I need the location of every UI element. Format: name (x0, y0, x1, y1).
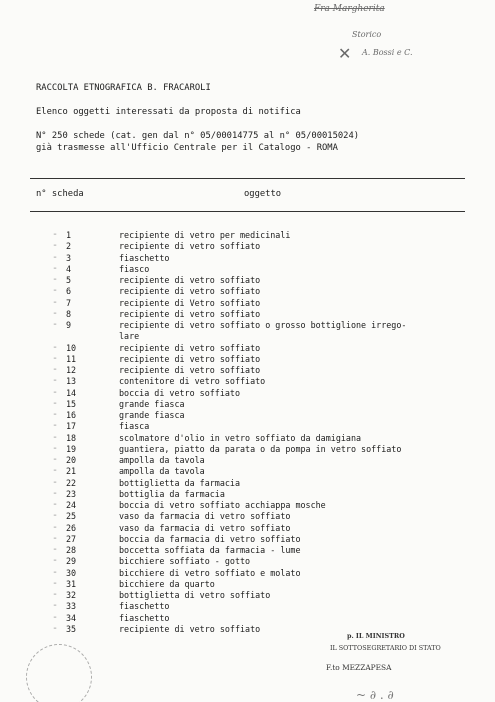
item-number: 30 (66, 567, 77, 578)
item-object: bottiglietta di vetro soffiato (119, 590, 271, 600)
item-object: ampolla da tavola (119, 455, 205, 465)
check-mark-icon: - (52, 589, 59, 600)
item-number: 24 (66, 500, 77, 510)
check-mark-icon: - (52, 296, 59, 308)
item-object: recipiente di Vetro soffiato (119, 297, 261, 308)
list-item (0, 466, 495, 477)
list-item (0, 264, 495, 275)
item-number: 4 (66, 263, 72, 274)
item-object: boccia da farmacia di vetro soffiato (119, 533, 301, 544)
item-object: vaso da farmacia di vetro soffiato (119, 522, 291, 533)
item-object: boccia di vetro soffiato (119, 387, 241, 398)
document-subtitle: Elenco oggetti interessati da proposta di notifica (36, 107, 301, 117)
item-number: 19 (66, 443, 77, 454)
list-item (0, 331, 495, 342)
item-number: 9 (66, 320, 72, 330)
check-mark-icon: - (52, 544, 59, 555)
check-mark-icon: - (52, 566, 59, 578)
transmission-note: già trasmesse all'Ufficio Centrale per il Catalogo - ROMA (36, 143, 338, 153)
column-header-object: oggetto (244, 189, 282, 199)
item-number: 31 (66, 578, 77, 589)
check-mark-icon: - (52, 341, 59, 353)
check-mark-icon: - (52, 510, 59, 522)
item-object: vaso da farmacia di vetro soffiato (119, 511, 291, 522)
check-mark-icon: - (52, 555, 59, 567)
check-mark-icon: - (52, 352, 59, 364)
item-number: 5 (66, 275, 72, 285)
check-mark-icon: - (52, 600, 59, 612)
check-mark-icon: - (52, 251, 59, 263)
list-item (0, 410, 495, 421)
item-number: 17 (66, 421, 77, 432)
item-number: 29 (66, 556, 77, 567)
item-number: 27 (66, 533, 77, 544)
list-item (0, 286, 495, 297)
item-object: fiasca (119, 421, 150, 432)
list-item (0, 478, 495, 489)
item-object: ampolla da tavola (119, 466, 205, 477)
item-object: boccetta soffiata da farmacia - lume (119, 545, 301, 555)
item-number: 13 (66, 376, 77, 387)
list-item (0, 399, 495, 410)
check-mark-icon: - (52, 465, 59, 477)
list-item (0, 511, 495, 522)
item-number: 7 (66, 297, 72, 308)
list-item (0, 545, 495, 556)
item-object: fiaschetto (119, 601, 170, 612)
check-mark-icon: - (52, 442, 59, 454)
divider-top (30, 178, 465, 179)
check-mark-icon: - (52, 307, 59, 319)
list-item (0, 613, 495, 624)
item-object: recipiente di vetro soffiato (119, 353, 261, 364)
item-number: 11 (66, 353, 77, 364)
item-number: 28 (66, 545, 77, 555)
check-mark-icon: - (52, 397, 59, 409)
item-object: scolmatore d'olio in vetro soffiato da damigiana (119, 432, 362, 443)
check-mark-icon: - (52, 499, 59, 510)
item-number: 26 (66, 522, 77, 533)
check-mark-icon: - (52, 487, 59, 499)
item-object: recipiente di vetro per medicinali (119, 230, 291, 240)
item-number: 23 (66, 488, 77, 499)
check-mark-icon: - (52, 611, 59, 623)
check-mark-icon: - (52, 577, 59, 589)
handwritten-note: Storico (352, 30, 382, 39)
item-object: bicchiere da quarto (119, 578, 215, 589)
list-item (0, 298, 495, 309)
item-object: recipiente di vetro soffiato (119, 342, 261, 353)
check-mark-icon: - (52, 285, 59, 297)
item-object: boccia di vetro soffiato acchiappa mosche (119, 500, 326, 510)
item-number: 3 (66, 252, 72, 263)
item-object: bicchiere di vetro soffiato e molato (119, 567, 301, 578)
item-object: grande fiasca (119, 398, 185, 409)
list-item (0, 455, 495, 466)
check-mark-icon: - (52, 476, 59, 488)
list-item (0, 433, 495, 444)
check-mark-icon: - (52, 420, 59, 432)
list-item (0, 320, 495, 331)
item-number: 12 (66, 365, 77, 375)
item-number: 25 (66, 511, 77, 522)
list-item (0, 354, 495, 365)
item-number: 35 (66, 623, 77, 634)
list-item (0, 556, 495, 567)
check-mark-icon: - (52, 386, 59, 398)
item-number: 10 (66, 342, 77, 353)
list-item (0, 601, 495, 612)
list-item (0, 376, 495, 387)
item-object: bottiglia da farmacia (119, 488, 225, 499)
item-number: 8 (66, 308, 72, 319)
item-number: 32 (66, 590, 77, 600)
list-item (0, 444, 495, 455)
item-object: recipiente di vetro soffiato (119, 623, 261, 634)
handwritten-signature: ~ ∂ . ∂ (356, 688, 394, 702)
stamp-signature: F.to MEZZAPESA (326, 663, 392, 672)
item-object: recipiente di vetro soffiato (119, 241, 261, 252)
list-item (0, 365, 495, 376)
item-object: fiaschetto (119, 252, 170, 263)
item-number: 1 (66, 230, 72, 240)
cross-mark-icon: ✕ (338, 44, 352, 63)
check-mark-icon: - (52, 454, 59, 465)
list-item (0, 579, 495, 590)
item-number: 6 (66, 286, 72, 297)
stamp-minister: p. IL MINISTRO (347, 632, 405, 640)
list-item (0, 343, 495, 354)
check-mark-icon: - (52, 274, 59, 285)
list-item (0, 534, 495, 545)
item-object: recipiente di vetro soffiato (119, 308, 261, 319)
list-item (0, 309, 495, 320)
list-item (0, 500, 495, 511)
list-item (0, 590, 495, 601)
item-object: lare (119, 331, 140, 342)
check-mark-icon: - (52, 409, 59, 420)
item-number: 2 (66, 241, 72, 252)
check-mark-icon: - (52, 431, 59, 443)
item-object: bottiglietta da farmacia (119, 477, 241, 488)
check-mark-icon: - (52, 240, 59, 252)
check-mark-icon: - (52, 375, 59, 387)
item-number: 14 (66, 387, 77, 398)
item-number: 22 (66, 477, 77, 488)
records-range: N° 250 schede (cat. gen dal n° 05/00014775 al n° 05/00015024) (36, 131, 360, 141)
list-item (0, 568, 495, 579)
handwritten-note: A. Bossi e C. (362, 48, 413, 57)
item-number: 18 (66, 432, 77, 443)
item-number: 33 (66, 601, 77, 612)
collection-title: RACCOLTA ETNOGRAFICA B. FRACAROLI (36, 83, 211, 93)
item-object: fiaschetto (119, 612, 170, 623)
item-number: 34 (66, 612, 77, 623)
list-item (0, 241, 495, 252)
column-header-number: n° scheda (36, 189, 84, 199)
item-number: 21 (66, 466, 77, 477)
list-item (0, 624, 495, 635)
seal-stamp (26, 644, 92, 702)
check-mark-icon: - (52, 319, 59, 330)
check-mark-icon: - (52, 532, 59, 544)
item-object: recipiente di vetro soffiato (119, 365, 261, 375)
list-item (0, 275, 495, 286)
stamp-undersecretary: IL SOTTOSEGRETARIO DI STATO (330, 644, 441, 652)
item-object: grande fiasca (119, 410, 185, 420)
item-object: recipiente di vetro soffiato (119, 286, 261, 297)
item-object: recipiente di vetro soffiato (119, 275, 261, 285)
list-item (0, 230, 495, 241)
check-mark-icon: - (52, 521, 59, 533)
handwritten-scrawl: Fra Margherita (314, 4, 385, 14)
divider-bottom (30, 211, 465, 212)
item-object: guantiera, piatto da parata o da pompa in vetro soffiato (119, 443, 402, 454)
item-object: contenitore di vetro soffiato (119, 376, 266, 387)
item-number: 15 (66, 398, 77, 409)
item-number: 16 (66, 410, 77, 420)
list-item (0, 421, 495, 432)
item-object: fiasco (119, 263, 150, 274)
check-mark-icon: - (52, 262, 59, 274)
list-item (0, 388, 495, 399)
list-item (0, 523, 495, 534)
item-number: 20 (66, 455, 77, 465)
check-mark-icon: - (52, 229, 59, 240)
check-mark-icon: - (52, 622, 59, 634)
check-mark-icon: - (52, 364, 59, 375)
list-item (0, 489, 495, 500)
item-object: recipiente di vetro soffiato o grosso bottiglione irrego- (119, 320, 407, 330)
item-object: bicchiere soffiato - gotto (119, 556, 251, 567)
list-item (0, 253, 495, 264)
